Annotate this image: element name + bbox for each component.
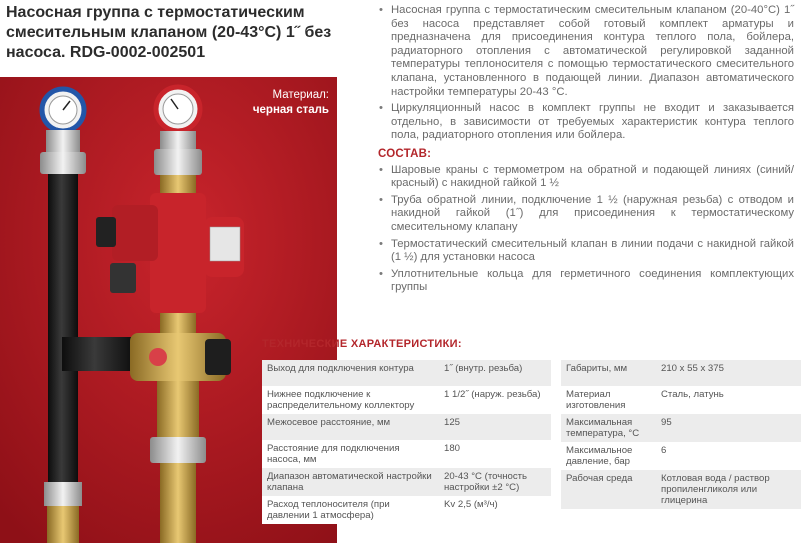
specs-table-right xyxy=(561,360,801,509)
product-title: Насосная группа с термостатическим смесительным клапаном (20-43°С) 1˝ без насоса. RDG-0002-002501 xyxy=(6,4,332,61)
table-row xyxy=(561,360,801,386)
spec-label: Расход теплоносителя (при давлении 1 атмосфера) xyxy=(262,496,439,524)
product-description xyxy=(378,4,794,298)
spec-value: 1 1/2˝ (наруж. резьба) xyxy=(439,386,551,414)
specs-table-left xyxy=(262,360,551,524)
table-row xyxy=(262,440,551,468)
table-row xyxy=(262,414,551,440)
spec-label: Расстояние для подключения насоса, мм xyxy=(262,440,439,468)
spec-value: 125 xyxy=(439,414,551,440)
spec-label: Материал изготовления xyxy=(561,386,656,414)
description-paragraph: • Насосная группа с термостатическим смесительным клапаном (20-40°С) 1˝ без насоса представляет собой готовый комплект арматуры и предназначена для присоединения контура теплого пола, бойлера, радиаторного отопления с автоматической регулировкой заданной температуры теплоносителя с помощью термостатического смесительного клапана, установленного в подающей линии. Диапазон автоматического настройки температуры 20-43 °С. xyxy=(378,4,794,99)
spec-value: 95 xyxy=(656,414,801,442)
spec-label: Максимальное давление, бар xyxy=(561,442,656,470)
spec-label: Габариты, мм xyxy=(561,360,656,386)
table-row xyxy=(561,414,801,442)
spec-label: Нижнее подключение к распределительному коллектору xyxy=(262,386,439,414)
spec-label: Выход для подключения контура xyxy=(262,360,439,386)
material-callout xyxy=(253,88,329,118)
spec-label: Максимальная температура, °С xyxy=(561,414,656,442)
table-row xyxy=(262,468,551,496)
composition-item: • Труба обратной линии, подключение 1 ½ (наружная резьба) с отводом и накидной гайкой (1˝) для присоединения к термостатическому смесительному клапану xyxy=(378,194,794,235)
specs-heading: ТЕХНИЧЕСКИЕ ХАРАКТЕРИСТИКИ: xyxy=(262,338,462,350)
material-label: Материал: xyxy=(272,89,329,101)
table-row xyxy=(262,360,551,386)
material-value: черная сталь xyxy=(252,104,329,116)
table-row xyxy=(561,442,801,470)
description-paragraph: • Циркуляционный насос в комплект группы не входит и заказывается отдельно, в зависимости от требуемых характеристик контура теплого пола, радиаторного отопления или бойлера. xyxy=(378,102,794,143)
spec-value: Kv 2,5 (м³/ч) xyxy=(439,496,551,524)
table-row xyxy=(262,496,551,524)
spec-label: Диапазон автоматической настройки клапана xyxy=(262,468,439,496)
spec-value: 180 xyxy=(439,440,551,468)
composition-item: • Шаровые краны с термометром на обратной и подающей линиях (синий/красный) с накидной гайкой 1 ½ xyxy=(378,164,794,191)
composition-item: • Термостатический смесительный клапан в линии подачи с накидной гайкой (1 ½) для установки насоса xyxy=(378,238,794,265)
spec-value: Сталь, латунь xyxy=(656,386,801,414)
spec-value: Котловая вода / раствор пропиленгликоля или глицерина xyxy=(656,470,801,509)
spec-value: 6 xyxy=(656,442,801,470)
table-row xyxy=(561,470,801,509)
spec-value: 20-43 °С (точность настройки ±2 °С) xyxy=(439,468,551,496)
spec-label: Межосевое расстояние, мм xyxy=(262,414,439,440)
table-row xyxy=(262,386,551,414)
spec-value: 210 х 55 х 375 xyxy=(656,360,801,386)
composition-heading: СОСТАВ: xyxy=(378,147,432,160)
table-row xyxy=(561,386,801,414)
spec-value: 1˝ (внутр. резьба) xyxy=(439,360,551,386)
spec-label: Рабочая среда xyxy=(561,470,656,509)
composition-item: • Уплотнительные кольца для герметичного соединения комплектующих группы xyxy=(378,268,794,295)
